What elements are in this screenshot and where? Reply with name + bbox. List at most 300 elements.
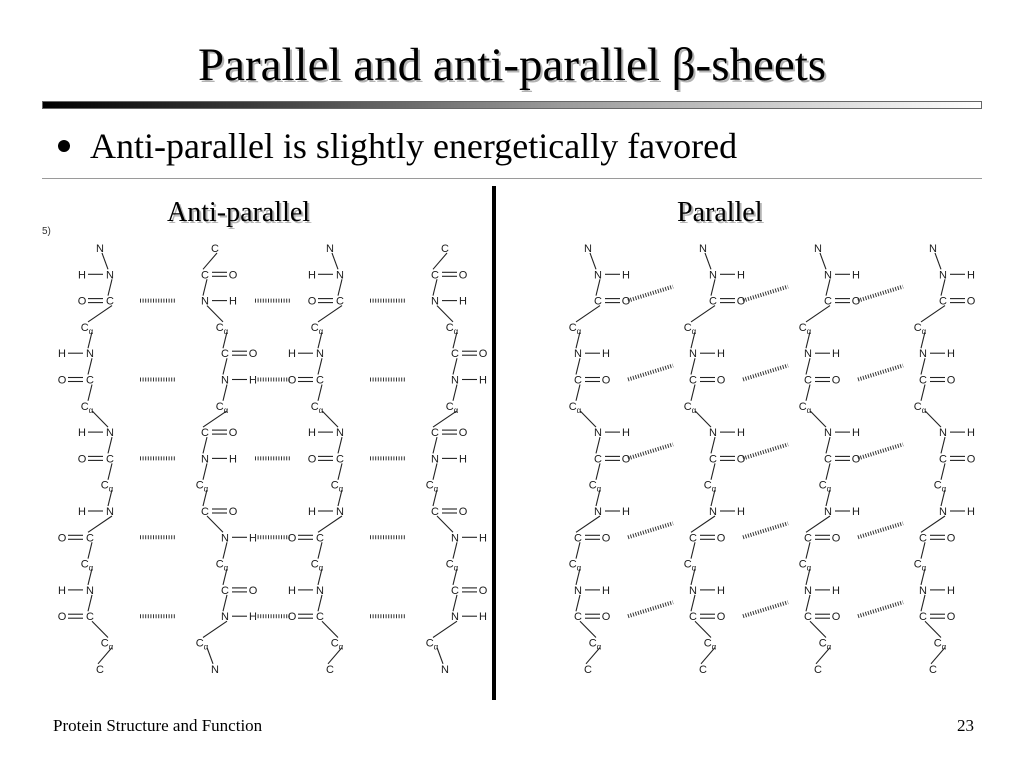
title-underline-bar bbox=[42, 101, 982, 109]
covalent-bond bbox=[826, 279, 830, 295]
alpha-carbon-atom: $C_\alpha$ bbox=[215, 558, 229, 573]
hydrogen-atom: H bbox=[249, 611, 257, 624]
nitrogen-atom: N bbox=[106, 506, 114, 518]
nitrogen-atom: N bbox=[919, 348, 927, 361]
alpha-carbon-atom: $C_\alpha$ bbox=[683, 321, 697, 336]
alpha-carbon-atom: $C_\alpha$ bbox=[445, 558, 459, 573]
alpha-carbon-atom: $C_\alpha$ bbox=[933, 479, 947, 494]
carbonyl-carbon-atom: C bbox=[689, 374, 697, 387]
carbonyl-carbon-atom: C bbox=[574, 611, 582, 624]
alpha-carbon-atom: $C_\alpha$ bbox=[683, 400, 697, 415]
carbonyl-carbon-atom: C bbox=[919, 374, 927, 387]
covalent-bond bbox=[437, 306, 453, 322]
hydrogen-bond bbox=[858, 287, 903, 301]
carbonyl-carbon-atom: C bbox=[824, 453, 832, 466]
carbonyl-carbon-atom: C bbox=[86, 532, 94, 545]
alpha-carbon-atom: $C_\alpha$ bbox=[798, 321, 812, 336]
nitrogen-atom: N bbox=[804, 348, 812, 361]
covalent-bond bbox=[691, 385, 695, 401]
alpha-carbon-atom: $C_\alpha$ bbox=[215, 400, 229, 415]
covalent-bond bbox=[596, 279, 600, 295]
carbonyl-carbon-atom: C bbox=[804, 532, 812, 545]
c-terminus-atom: C bbox=[814, 663, 822, 676]
covalent-bond bbox=[691, 306, 715, 322]
covalent-bond bbox=[596, 437, 600, 453]
covalent-bond bbox=[576, 542, 580, 558]
covalent-bond bbox=[580, 411, 596, 427]
covalent-bond bbox=[108, 463, 112, 479]
oxygen-atom: O bbox=[601, 611, 611, 624]
oxygen-atom: O bbox=[621, 295, 631, 308]
nitrogen-atom: N bbox=[594, 427, 602, 440]
nitrogen-atom: N bbox=[221, 611, 229, 624]
c-terminus-atom: C bbox=[211, 243, 219, 255]
oxygen-atom: O bbox=[831, 532, 841, 545]
covalent-bond bbox=[102, 253, 108, 269]
alpha-carbon-atom: $C_\alpha$ bbox=[80, 321, 94, 336]
hydrogen-atom: H bbox=[602, 584, 610, 597]
carbonyl-carbon-atom: C bbox=[431, 269, 439, 282]
oxygen-atom: O bbox=[478, 584, 488, 597]
covalent-bond bbox=[338, 279, 342, 295]
hydrogen-bond bbox=[858, 523, 903, 537]
n-terminus-atom: N bbox=[96, 243, 104, 255]
covalent-bond bbox=[921, 385, 925, 401]
c-terminus-atom: C bbox=[441, 243, 449, 255]
covalent-bond bbox=[576, 516, 600, 532]
covalent-bond bbox=[806, 595, 810, 611]
alpha-carbon-atom: $C_\alpha$ bbox=[100, 479, 114, 494]
anti-parallel-sheet-diagram bbox=[40, 226, 490, 702]
alpha-carbon-atom: $C_\alpha$ bbox=[588, 479, 602, 494]
covalent-bond bbox=[691, 358, 695, 374]
alpha-carbon-atom: $C_\alpha$ bbox=[215, 321, 229, 336]
covalent-bond bbox=[203, 463, 207, 479]
covalent-bond bbox=[92, 411, 108, 427]
alpha-carbon-atom: $C_\alpha$ bbox=[100, 637, 114, 652]
carbonyl-carbon-atom: C bbox=[709, 295, 717, 308]
covalent-bond bbox=[318, 542, 322, 558]
covalent-bond bbox=[810, 411, 826, 427]
hydrogen-bond bbox=[628, 602, 673, 616]
hydrogen-atom: H bbox=[479, 611, 487, 624]
oxygen-atom: O bbox=[716, 374, 726, 387]
nitrogen-atom: N bbox=[431, 295, 439, 308]
covalent-bond bbox=[223, 358, 227, 374]
carbonyl-carbon-atom: C bbox=[574, 532, 582, 545]
carbonyl-carbon-atom: C bbox=[316, 532, 324, 545]
oxygen-atom: O bbox=[478, 348, 488, 361]
alpha-carbon-atom: $C_\alpha$ bbox=[195, 637, 209, 652]
hydrogen-atom: H bbox=[622, 506, 630, 518]
covalent-bond bbox=[433, 437, 437, 453]
c-terminus-atom: C bbox=[326, 663, 334, 676]
carbonyl-carbon-atom: C bbox=[316, 374, 324, 387]
nitrogen-atom: N bbox=[106, 427, 114, 440]
covalent-bond bbox=[203, 437, 207, 453]
oxygen-atom: O bbox=[458, 269, 468, 282]
hydrogen-bond bbox=[743, 366, 788, 380]
covalent-bond bbox=[941, 279, 945, 295]
parallel-heading: Parallel bbox=[677, 197, 763, 228]
hydrogen-atom: H bbox=[288, 348, 296, 361]
carbonyl-carbon-atom: C bbox=[594, 295, 602, 308]
hydrogen-atom: H bbox=[852, 427, 860, 440]
nitrogen-atom: N bbox=[709, 269, 717, 282]
alpha-carbon-atom: $C_\alpha$ bbox=[80, 400, 94, 415]
carbonyl-carbon-atom: C bbox=[594, 453, 602, 466]
oxygen-atom: O bbox=[716, 532, 726, 545]
bullet-text: Anti-parallel is slightly energetically favored bbox=[90, 126, 738, 166]
covalent-bond bbox=[318, 385, 322, 401]
covalent-bond bbox=[711, 463, 715, 479]
alpha-carbon-atom: $C_\alpha$ bbox=[330, 479, 344, 494]
n-terminus-atom: N bbox=[211, 663, 219, 676]
covalent-bond bbox=[88, 516, 112, 532]
covalent-bond bbox=[590, 253, 596, 269]
carbonyl-carbon-atom: C bbox=[221, 584, 229, 597]
oxygen-atom: O bbox=[248, 584, 258, 597]
hydrogen-atom: H bbox=[308, 506, 316, 518]
covalent-bond bbox=[921, 358, 925, 374]
oxygen-atom: O bbox=[621, 453, 631, 466]
hydrogen-bond bbox=[743, 523, 788, 537]
covalent-bond bbox=[806, 542, 810, 558]
carbonyl-carbon-atom: C bbox=[431, 506, 439, 518]
alpha-carbon-atom: $C_\alpha$ bbox=[798, 558, 812, 573]
hydrogen-bond bbox=[628, 523, 673, 537]
covalent-bond bbox=[203, 253, 217, 269]
alpha-carbon-atom: $C_\alpha$ bbox=[310, 400, 324, 415]
oxygen-atom: O bbox=[946, 611, 956, 624]
hydrogen-atom: H bbox=[947, 584, 955, 597]
hydrogen-atom: H bbox=[229, 295, 237, 308]
covalent-bond bbox=[92, 621, 108, 637]
covalent-bond bbox=[925, 621, 941, 637]
nitrogen-atom: N bbox=[221, 374, 229, 387]
carbonyl-carbon-atom: C bbox=[201, 427, 209, 440]
carbonyl-carbon-atom: C bbox=[336, 453, 344, 466]
alpha-carbon-atom: $C_\alpha$ bbox=[913, 400, 927, 415]
covalent-bond bbox=[806, 516, 830, 532]
covalent-bond bbox=[433, 621, 457, 637]
oxygen-atom: O bbox=[851, 453, 861, 466]
covalent-bond bbox=[332, 253, 338, 269]
alpha-carbon-atom: $C_\alpha$ bbox=[913, 558, 927, 573]
nitrogen-atom: N bbox=[221, 532, 229, 545]
bullet-dot-icon bbox=[58, 140, 70, 152]
covalent-bond bbox=[433, 463, 437, 479]
carbonyl-carbon-atom: C bbox=[106, 453, 114, 466]
nitrogen-atom: N bbox=[574, 348, 582, 361]
oxygen-atom: O bbox=[966, 295, 976, 308]
oxygen-atom: O bbox=[57, 532, 67, 545]
covalent-bond bbox=[88, 306, 112, 322]
nitrogen-atom: N bbox=[939, 269, 947, 282]
hydrogen-atom: H bbox=[479, 374, 487, 387]
covalent-bond bbox=[322, 411, 338, 427]
covalent-bond bbox=[453, 595, 457, 611]
carbonyl-carbon-atom: C bbox=[804, 374, 812, 387]
hydrogen-atom: H bbox=[717, 348, 725, 361]
nitrogen-atom: N bbox=[431, 453, 439, 466]
hydrogen-atom: H bbox=[947, 348, 955, 361]
oxygen-atom: O bbox=[966, 453, 976, 466]
hydrogen-bond bbox=[743, 287, 788, 301]
covalent-bond bbox=[318, 306, 342, 322]
carbonyl-carbon-atom: C bbox=[431, 427, 439, 440]
oxygen-atom: O bbox=[287, 611, 297, 624]
covalent-bond bbox=[810, 621, 826, 637]
hydrogen-atom: H bbox=[737, 506, 745, 518]
nitrogen-atom: N bbox=[939, 506, 947, 518]
oxygen-atom: O bbox=[287, 532, 297, 545]
covalent-bond bbox=[596, 463, 600, 479]
nitrogen-atom: N bbox=[939, 427, 947, 440]
covalent-bond bbox=[691, 516, 715, 532]
alpha-carbon-atom: $C_\alpha$ bbox=[80, 558, 94, 573]
carbonyl-carbon-atom: C bbox=[689, 611, 697, 624]
covalent-bond bbox=[108, 437, 112, 453]
oxygen-atom: O bbox=[458, 427, 468, 440]
alpha-carbon-atom: $C_\alpha$ bbox=[310, 558, 324, 573]
c-terminus-atom: C bbox=[699, 663, 707, 676]
covalent-bond bbox=[88, 385, 92, 401]
hydrogen-atom: H bbox=[737, 427, 745, 440]
covalent-bond bbox=[88, 542, 92, 558]
hydrogen-bond bbox=[628, 444, 673, 458]
covalent-bond bbox=[433, 279, 437, 295]
hydrogen-atom: H bbox=[852, 269, 860, 282]
covalent-bond bbox=[925, 411, 941, 427]
covalent-bond bbox=[318, 516, 342, 532]
nitrogen-atom: N bbox=[106, 269, 114, 282]
covalent-bond bbox=[108, 279, 112, 295]
nitrogen-atom: N bbox=[709, 427, 717, 440]
nitrogen-atom: N bbox=[689, 584, 697, 597]
nitrogen-atom: N bbox=[86, 348, 94, 361]
covalent-bond bbox=[223, 595, 227, 611]
carbonyl-carbon-atom: C bbox=[106, 295, 114, 308]
nitrogen-atom: N bbox=[804, 584, 812, 597]
alpha-carbon-atom: $C_\alpha$ bbox=[588, 637, 602, 652]
carbonyl-carbon-atom: C bbox=[919, 532, 927, 545]
hydrogen-atom: H bbox=[479, 532, 487, 545]
carbonyl-carbon-atom: C bbox=[939, 453, 947, 466]
hydrogen-atom: H bbox=[852, 506, 860, 518]
covalent-bond bbox=[695, 621, 711, 637]
slide-number: 23 bbox=[957, 716, 974, 735]
alpha-carbon-atom: $C_\alpha$ bbox=[445, 321, 459, 336]
oxygen-atom: O bbox=[307, 453, 317, 466]
oxygen-atom: O bbox=[248, 348, 258, 361]
nitrogen-atom: N bbox=[336, 427, 344, 440]
hydrogen-bond bbox=[628, 287, 673, 301]
hydrogen-atom: H bbox=[58, 348, 66, 361]
oxygen-atom: O bbox=[228, 427, 238, 440]
oxygen-atom: O bbox=[77, 295, 87, 308]
figure-corner-mark: 5) bbox=[42, 226, 51, 237]
hydrogen-atom: H bbox=[78, 269, 86, 282]
n-terminus-atom: N bbox=[584, 243, 592, 255]
oxygen-atom: O bbox=[307, 295, 317, 308]
nitrogen-atom: N bbox=[594, 269, 602, 282]
nitrogen-atom: N bbox=[709, 506, 717, 518]
alpha-carbon-atom: $C_\alpha$ bbox=[195, 479, 209, 494]
n-terminus-atom: N bbox=[441, 663, 449, 676]
carbonyl-carbon-atom: C bbox=[709, 453, 717, 466]
carbonyl-carbon-atom: C bbox=[824, 295, 832, 308]
carbonyl-carbon-atom: C bbox=[451, 348, 459, 361]
hydrogen-bond bbox=[858, 602, 903, 616]
covalent-bond bbox=[203, 279, 207, 295]
carbonyl-carbon-atom: C bbox=[336, 295, 344, 308]
hydrogen-atom: H bbox=[967, 506, 975, 518]
covalent-bond bbox=[921, 516, 945, 532]
hydrogen-atom: H bbox=[622, 269, 630, 282]
covalent-bond bbox=[921, 306, 945, 322]
hydrogen-bond bbox=[858, 366, 903, 380]
nitrogen-atom: N bbox=[201, 453, 209, 466]
covalent-bond bbox=[695, 411, 711, 427]
anti-parallel-heading: Anti-parallel bbox=[167, 197, 311, 228]
nitrogen-atom: N bbox=[594, 506, 602, 518]
oxygen-atom: O bbox=[228, 506, 238, 518]
hydrogen-atom: H bbox=[832, 584, 840, 597]
covalent-bond bbox=[88, 595, 92, 611]
covalent-bond bbox=[453, 385, 457, 401]
alpha-carbon-atom: $C_\alpha$ bbox=[568, 400, 582, 415]
alpha-carbon-atom: $C_\alpha$ bbox=[425, 637, 439, 652]
nitrogen-atom: N bbox=[919, 584, 927, 597]
hydrogen-atom: H bbox=[249, 374, 257, 387]
hydrogen-atom: H bbox=[832, 348, 840, 361]
covalent-bond bbox=[207, 306, 223, 322]
oxygen-atom: O bbox=[736, 295, 746, 308]
covalent-bond bbox=[935, 253, 941, 269]
oxygen-atom: O bbox=[946, 532, 956, 545]
carbonyl-carbon-atom: C bbox=[316, 611, 324, 624]
oxygen-atom: O bbox=[228, 269, 238, 282]
covalent-bond bbox=[711, 437, 715, 453]
covalent-bond bbox=[705, 253, 711, 269]
covalent-bond bbox=[576, 595, 580, 611]
covalent-bond bbox=[203, 621, 227, 637]
n-terminus-atom: N bbox=[699, 243, 707, 255]
nitrogen-atom: N bbox=[451, 611, 459, 624]
c-terminus-atom: C bbox=[584, 663, 592, 676]
oxygen-atom: O bbox=[57, 611, 67, 624]
carbonyl-carbon-atom: C bbox=[939, 295, 947, 308]
covalent-bond bbox=[576, 385, 580, 401]
slide-title: Parallel and anti-parallel β-sheets bbox=[197, 39, 827, 91]
oxygen-atom: O bbox=[736, 453, 746, 466]
covalent-bond bbox=[826, 437, 830, 453]
covalent-bond bbox=[576, 358, 580, 374]
covalent-bond bbox=[580, 621, 596, 637]
oxygen-atom: O bbox=[851, 295, 861, 308]
carbonyl-carbon-atom: C bbox=[201, 506, 209, 518]
alpha-carbon-atom: $C_\alpha$ bbox=[683, 558, 697, 573]
nitrogen-atom: N bbox=[824, 427, 832, 440]
nitrogen-atom: N bbox=[86, 584, 94, 597]
covalent-bond bbox=[820, 253, 826, 269]
n-terminus-atom: N bbox=[929, 243, 937, 255]
content-divider-line bbox=[42, 178, 982, 179]
covalent-bond bbox=[806, 358, 810, 374]
oxygen-atom: O bbox=[831, 374, 841, 387]
covalent-bond bbox=[318, 358, 322, 374]
alpha-carbon-atom: $C_\alpha$ bbox=[425, 479, 439, 494]
nitrogen-atom: N bbox=[689, 348, 697, 361]
alpha-carbon-atom: $C_\alpha$ bbox=[798, 400, 812, 415]
covalent-bond bbox=[437, 516, 453, 532]
covalent-bond bbox=[322, 621, 338, 637]
hydrogen-atom: H bbox=[622, 427, 630, 440]
hydrogen-atom: H bbox=[737, 269, 745, 282]
hydrogen-atom: H bbox=[459, 453, 467, 466]
covalent-bond bbox=[691, 542, 695, 558]
oxygen-atom: O bbox=[458, 506, 468, 518]
panel-divider bbox=[492, 186, 496, 700]
nitrogen-atom: N bbox=[824, 506, 832, 518]
carbonyl-carbon-atom: C bbox=[201, 269, 209, 282]
covalent-bond bbox=[941, 463, 945, 479]
hydrogen-atom: H bbox=[308, 269, 316, 282]
carbonyl-carbon-atom: C bbox=[451, 584, 459, 597]
covalent-bond bbox=[453, 542, 457, 558]
carbonyl-carbon-atom: C bbox=[86, 374, 94, 387]
oxygen-atom: O bbox=[601, 532, 611, 545]
hydrogen-atom: H bbox=[967, 269, 975, 282]
hydrogen-atom: H bbox=[288, 584, 296, 597]
covalent-bond bbox=[826, 463, 830, 479]
hydrogen-atom: H bbox=[58, 584, 66, 597]
hydrogen-bond bbox=[743, 602, 788, 616]
alpha-carbon-atom: $C_\alpha$ bbox=[310, 321, 324, 336]
carbonyl-carbon-atom: C bbox=[689, 532, 697, 545]
covalent-bond bbox=[806, 385, 810, 401]
alpha-carbon-atom: $C_\alpha$ bbox=[933, 637, 947, 652]
oxygen-atom: O bbox=[716, 611, 726, 624]
hydrogen-atom: H bbox=[717, 584, 725, 597]
oxygen-atom: O bbox=[831, 611, 841, 624]
hydrogen-atom: H bbox=[967, 427, 975, 440]
nitrogen-atom: N bbox=[824, 269, 832, 282]
covalent-bond bbox=[921, 595, 925, 611]
oxygen-atom: O bbox=[77, 453, 87, 466]
nitrogen-atom: N bbox=[451, 374, 459, 387]
nitrogen-atom: N bbox=[336, 506, 344, 518]
nitrogen-atom: N bbox=[451, 532, 459, 545]
hydrogen-atom: H bbox=[78, 506, 86, 518]
alpha-carbon-atom: $C_\alpha$ bbox=[445, 400, 459, 415]
hydrogen-atom: H bbox=[459, 295, 467, 308]
covalent-bond bbox=[318, 595, 322, 611]
alpha-carbon-atom: $C_\alpha$ bbox=[703, 479, 717, 494]
alpha-carbon-atom: $C_\alpha$ bbox=[568, 321, 582, 336]
covalent-bond bbox=[453, 358, 457, 374]
alpha-carbon-atom: $C_\alpha$ bbox=[703, 637, 717, 652]
hydrogen-bond bbox=[858, 444, 903, 458]
carbonyl-carbon-atom: C bbox=[804, 611, 812, 624]
hydrogen-atom: H bbox=[249, 532, 257, 545]
covalent-bond bbox=[691, 595, 695, 611]
n-terminus-atom: N bbox=[326, 243, 334, 255]
oxygen-atom: O bbox=[946, 374, 956, 387]
covalent-bond bbox=[338, 437, 342, 453]
covalent-bond bbox=[941, 437, 945, 453]
